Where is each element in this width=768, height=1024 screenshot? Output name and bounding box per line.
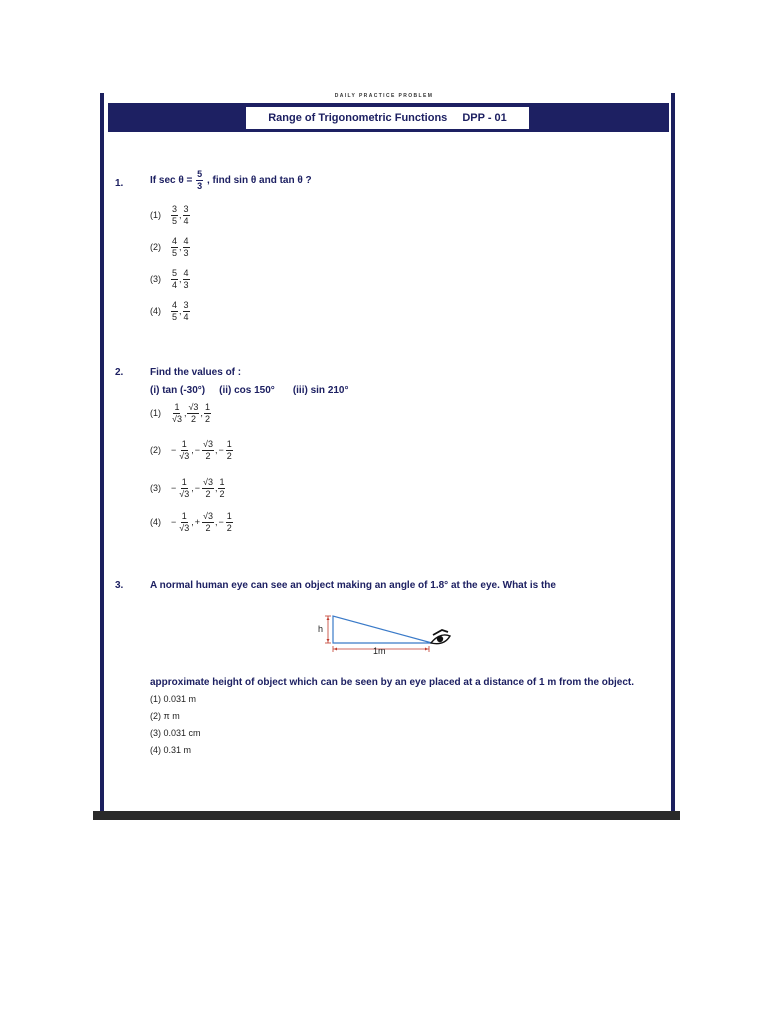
base-label: 1m [373, 646, 386, 656]
q3-option-4: (4) 0.31 m [150, 745, 192, 755]
question-3-text-continued: approximate height of object which can be seen by an eye placed at a distance of 1 m from the object. [150, 677, 635, 688]
q1-option-4: (4) $\frac{4}{5}$ , $\frac{3}{4}$ [150, 300, 189, 322]
question-1-number: 1. [115, 178, 124, 189]
q2-option-4: (4) − $\frac{1}{√3}$ ,+ $\frac{√3}{2}$ ,− $\frac{1}{2}$ [150, 511, 232, 533]
q2-option-2: (2) − $\frac{1}{√3}$ ,− $\frac{√3}{2}$ ,− $\frac{1}{2}$ [150, 439, 232, 461]
dpp-code: DPP - 01 [462, 112, 507, 124]
q2-option-1: (1) $\frac{1}{√3}$ , $\frac{√3}{2}$ , $\frac{1}{2}$ [150, 402, 210, 424]
eye-icon [431, 630, 450, 644]
left-border-line [100, 93, 104, 817]
bottom-border-bar [93, 811, 680, 820]
q3-option-3: (3) 0.031 cm [150, 728, 201, 738]
question-2-number: 2. [115, 367, 124, 378]
right-border-line [671, 93, 675, 817]
title-text: Range of Trigonometric Functions [268, 112, 448, 124]
triangle-figure [312, 608, 458, 658]
q2-option-3: (3) − $\frac{1}{√3}$ ,− $\frac{√3}{2}$ , $\frac{1}{2}$ [150, 477, 225, 499]
q1-option-3: (3) $\frac{5}{4}$ , $\frac{4}{3}$ [150, 268, 189, 290]
question-2-subparts: (i) tan (-30°) (ii) cos 150° (iii) sin 210° [150, 385, 349, 396]
q1-option-1: (1) $\frac{3}{5}$ , $\frac{3}{4}$ [150, 204, 189, 226]
fraction: $\frac{5}{3}$ [197, 169, 203, 191]
question-3-number: 3. [115, 580, 124, 591]
question-2-text: Find the values of : [150, 367, 242, 378]
daily-practice-label: DAILY PRACTICE PROBLEM [334, 93, 434, 99]
question-1-text: If sec θ = $\frac{5}{3}$ , find sin θ and tan θ ? [150, 169, 312, 191]
q1-option-2: (2) $\frac{4}{5}$ , $\frac{4}{3}$ [150, 236, 189, 258]
q3-option-2: (2) π m [150, 711, 180, 721]
page-title [245, 106, 530, 130]
q3-option-1: (1) 0.031 m [150, 694, 197, 704]
triangle-shape [333, 616, 432, 643]
h-label: h [318, 624, 324, 634]
question-3-text: A normal human eye can see an object making an angle of 1.8° at the eye. What is the [150, 580, 556, 591]
